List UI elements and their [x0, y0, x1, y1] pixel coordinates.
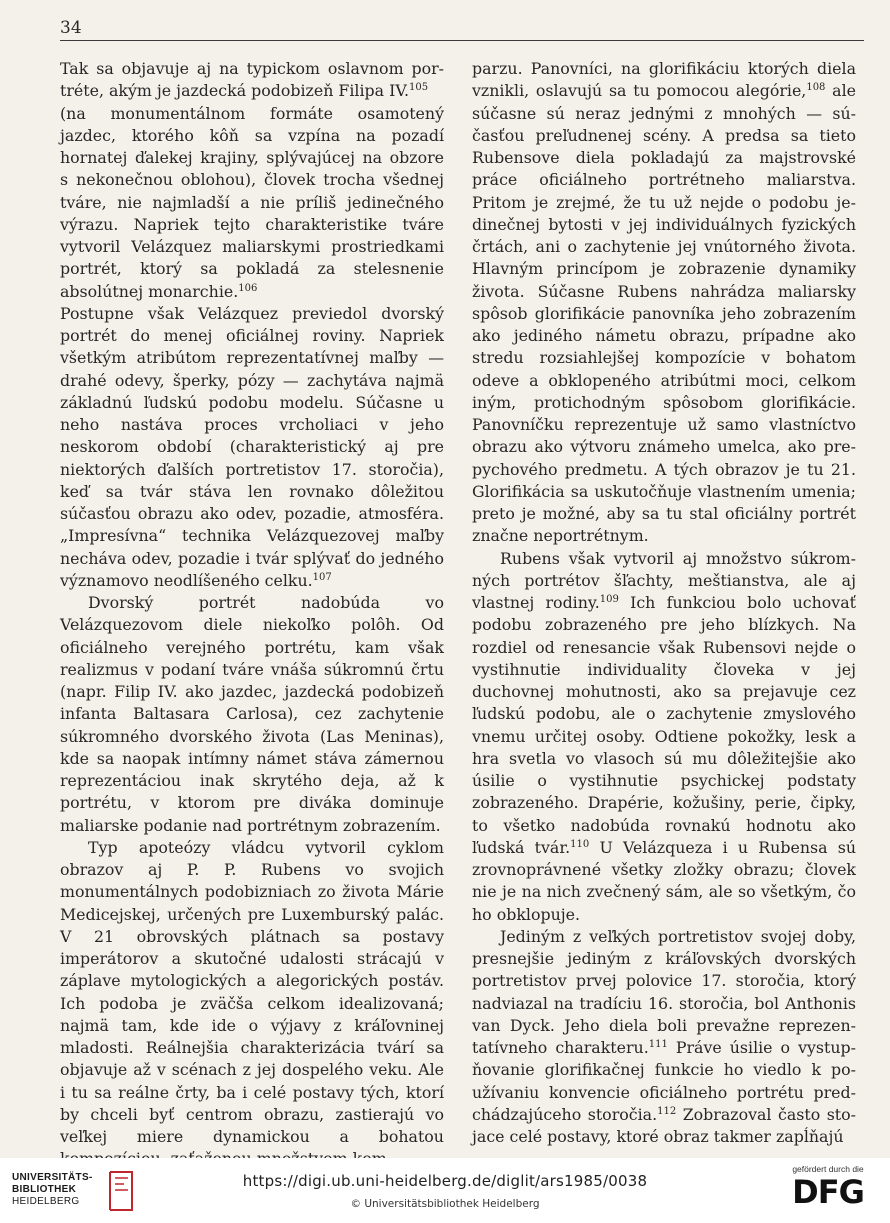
footnote-ref: 106 [238, 282, 258, 294]
dfg-logo[interactable] [780, 1164, 876, 1216]
paragraph: Jediným z veľkých portretistov svojej doby, presnejšie jediným z kráľovských dvorských portretistov prvej polovice 17. storočia, ktorý nadviazal na tradíciu 16. storočia, bol Anthonis van Dyck. Jeho diela boli prevažne reprezentatívneho charakteru.$^{111}$ Práve úsilie o vystupňovanie glorifikačnej funkcie ho viedlo k používaniu konvencie oficiálneho portrétu predchádzajúceho storočia.$^{112}$ Zobrazoval často stojace celé postavy, ktoré obraz takmer zapĺňajú [472, 926, 857, 1146]
copyright-notice: © Universitätsbibliothek Heidelberg [350, 1198, 540, 1210]
footnote-ref: 110 [570, 838, 590, 850]
footnote-ref: 111 [648, 1039, 668, 1050]
header-rule [60, 40, 864, 41]
paragraph: Tak sa objavuje aj na typickom oslavnom portréte, akým je jazdecká podobizeň Filipa IV.$^{105}$ [60, 59, 444, 101]
dfg-wordmark: DFG [792, 1173, 864, 1211]
footer-bar [0, 1158, 890, 1223]
paragraph: Rubens však vytvoril aj množstvo súkromných portrétov šľachty, meštianstva, ale aj vlastnej rodiny.$^{109}$ Ich funkciou bolo uchovať podobu zobrazeného pre jeho blízkych. Na rozdiel od renesancie však Rubensovi nejde o vystihnutie individuality človeka v jej duchovnej mohutnosti, ako sa prejavuje cez ľudskú podobu, ale o zachytenie zmyslového vnemu určitej osoby. Odtiene pokožky, lesk a hra svetla vo vlasoch sú mu dôležitejšie ako úsilie o vystihnutie psychickej podstaty zobrazeného. Drapérie, kožušiny, perie, čipky, to všetko nadobúda rovnakú hodnotu ako ľudská tvár.$^{110}$ U Velázqueza i u Rubensa sú zrovnoprávnené všetky zložky obrazu; človek nie je na nich zvečnený sám, ale so všetkým, čo ho obklopuje. [472, 548, 857, 924]
paragraph: Typ apoteózy vládcu vytvoril cyklom obrazov aj P. P. Rubens vo svojich monumentálnych podobizniach zo života Márie Medicejskej, určených pre Luxemburský palác. V 21 obrovských plátnach sa postavy imperátorov a skutočné udalosti strácajú v záplave mytologických a alegorických postáv. Ich podoba je zväčša celkom idealizovaná; najmä tam, kde ide o výjavy z kráľovninej mladosti. Reálnejšia charakterizácia tvárí sa objavuje až v scénach z jej dospelého veku. Ale i tu sa reálne črty, ba i celé postavy tých, ktorí by chceli byť centrom obrazu, zastierajú vo veľkej miere dynamickou a bohatou [60, 837, 444, 1146]
footnote-ref: 105 [408, 82, 429, 94]
footnote-ref: 112 [657, 1105, 677, 1117]
page-number: 34 [60, 18, 82, 38]
paragraph: (na monumentálnom formáte osamotený jazdec, ktorého kôň sa vzpína na pozadí hornatej ďalekej krajiny, splývajúcej na obzore s nekonečnou oblohou), človek trocha všednej tváre, nie najmladší a nie príliš jedinečného výrazu. Napriek tejto charakteristike tváre vytvoril Velázquez maliarskymi prostriedkami portrét, ktorý sa pokladá za stelesnenie absolútnej monarchie.$^{106}$ [60, 103, 444, 301]
paragraph: Dvorský portrét nadobúda vo Velázquezovom diele niekoľko polôh. Od oficiálneho verejného portrétu, kam však realizmus v podaní tváre vnáša súkromnú črtu (napr. Filip IV. ako jazdec, jazdecká podobizeň infanta Baltasara Carlosa), cez zachytenie súkromného dvorského života (Las Meninas), kde sa naopak intímny námet stáva zámernou reprezentáciou inak skrytého deja, až k portrétu, v ktorom pre diváka dominuje maliarske podanie nad portrétnym zobrazením. [60, 593, 444, 835]
paragraph: Postupne však Velázquez previedol dvorský portrét do menej oficiálnej roviny. Napriek všetkým atribútom reprezentatívnej maľby — drahé odevy, šperky, pózy — zachytáva najmä základnú ľudskú podobu modelu. Súčasne u neho nastáva proces vrcholiaci v jeho neskorom období (charakteristický aj pre niektorých ďalších portretistov 17. storočia), keď sa tvár stáva len rovnako dôležitou súčasťou obrazu ako odev, pozadie, atmosféra. „Impresívna“ technika Velázquezovej maľby necháva odev, pozadie i tvár splývať do jedného významovo neodlíšeného celku.$^{107}$ [60, 303, 444, 590]
logo-text-line: HEIDELBERG [12, 1196, 80, 1207]
footnote-ref: 109 [599, 594, 619, 605]
dfg-caption: gefördert durch die [792, 1164, 864, 1174]
right-column [472, 58, 856, 1148]
footnote-ref: 108 [806, 82, 826, 94]
paragraph: parzu. Panovníci, na glorifikáciu ktorých diela vznikli, oslavujú sa tu pomocou alegórie,$^{108}$ ale súčasne sú neraz jednými z mnohých — súčasťou preľudnenej scény. A predsa sa tieto Rubensove diela pokladajú za majstrovské práce oficiálneho portrétneho maliarstva. Pritom je zrejmé, že tu už nejde o podobu jedinečnej bytosti v jej individuálnych fyzických črtách, ani o zachytenie jej vnútorného života. Hlavným princípom je zobrazenie dynamiky života. Súčasne Rubens nahrádza maliarsky spôsob glorifikácie panovníka jeho zobrazením ako jediného námetu obrazu, prípadne ako stredu rozsiahlejšej kompozície v bohatom odeve a obklopeného atribútmi moci, celkom iným, protichodným spôsobom glorifikácie. Panovníčku reprezentuje už samo vlastníctvo obrazu ako výtvoru známeho umelca, ako prepychového predmetu. A tých obrazov je tu 21. Glorifikácia sa uskutočňuje vlastnením umenia; preto je možné, aby sa tu stal oficiálny portrét značne neportrétnym. [472, 59, 856, 546]
permalink-url[interactable]: https://digi.ub.uni-heidelberg.de/diglit/ars1985/0038 [242, 1172, 648, 1190]
footnote-ref: 107 [312, 571, 332, 583]
logo-text-line: UNIVERSITÄTS- [12, 1172, 93, 1183]
logo-text-line: BIBLIOTHEK [12, 1184, 77, 1195]
left-column [60, 58, 444, 1171]
